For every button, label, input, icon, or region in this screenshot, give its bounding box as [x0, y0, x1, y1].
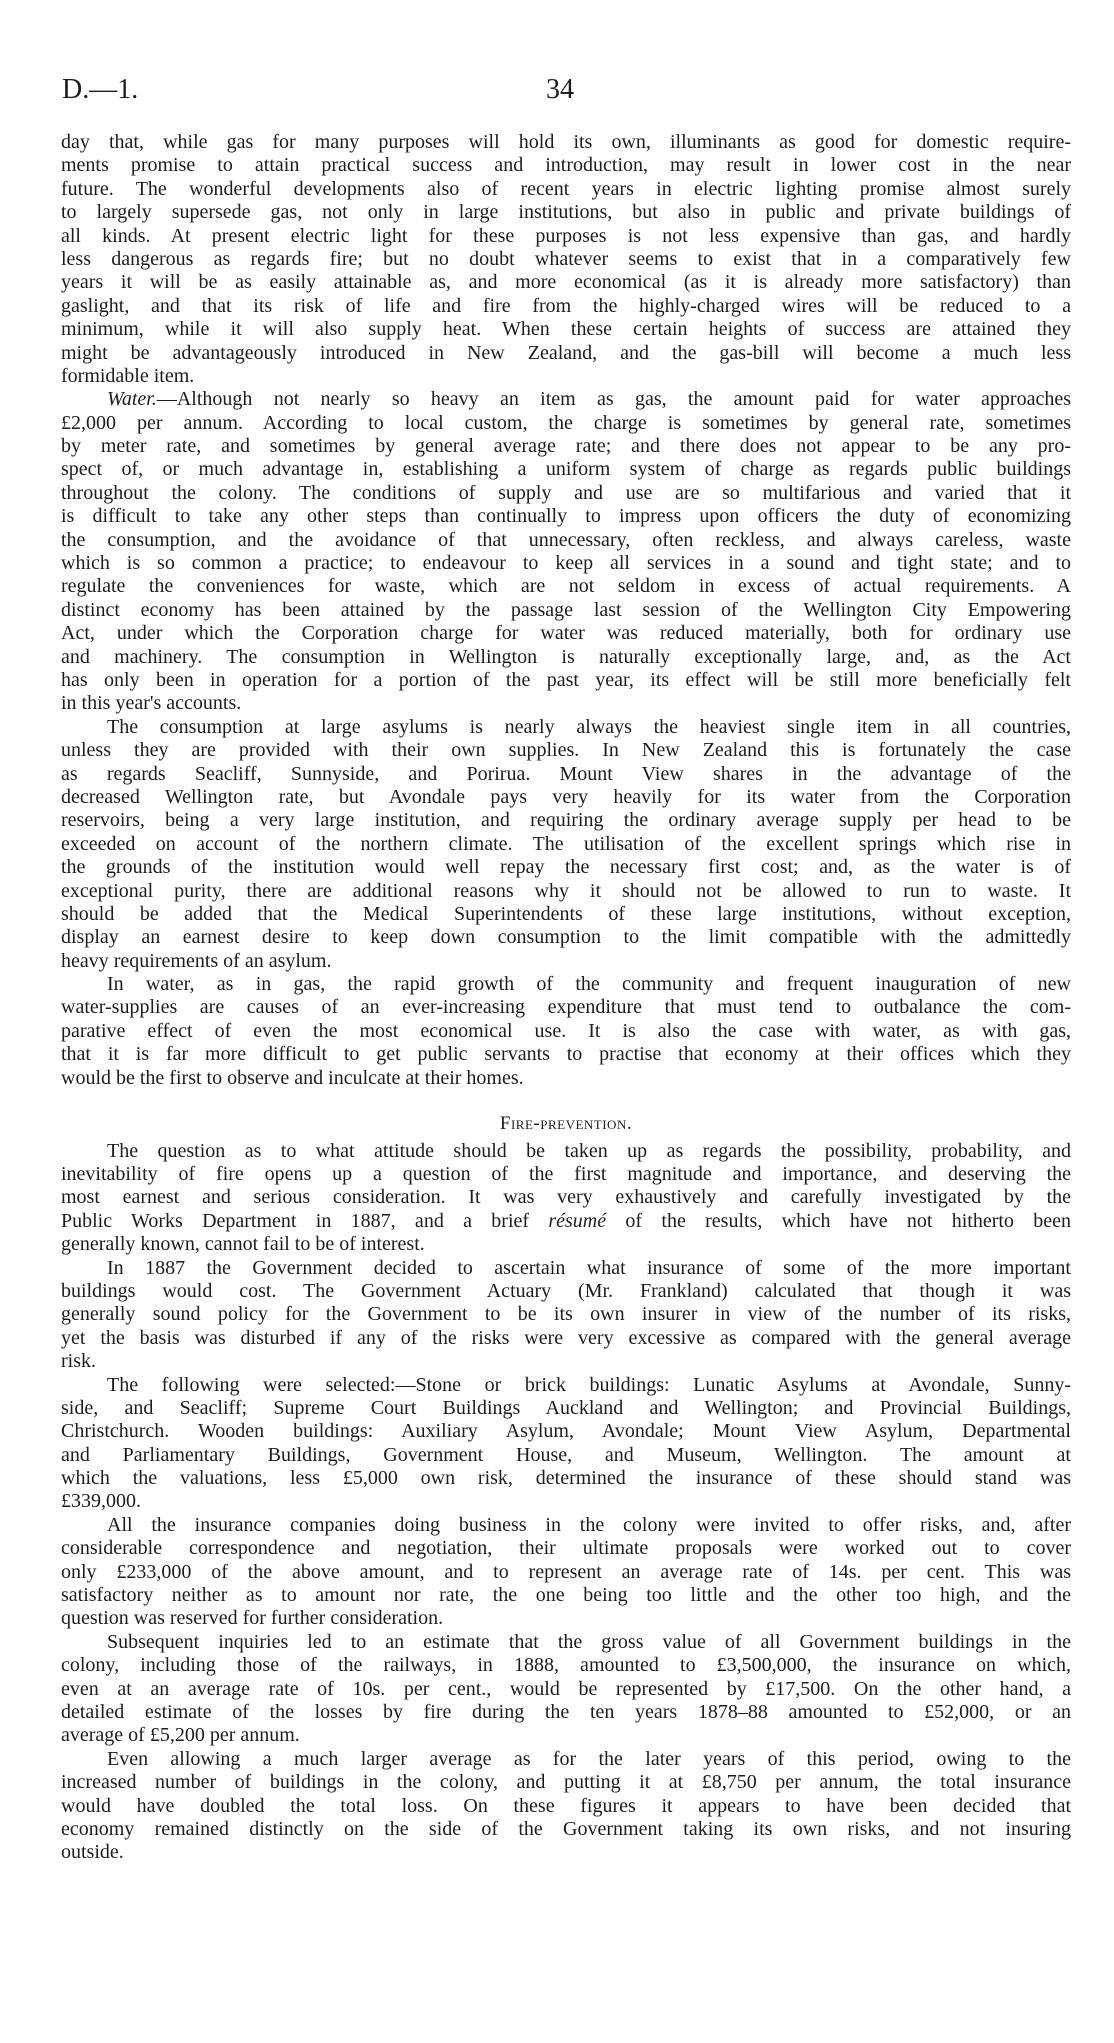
- section-heading: Fire-prevention.: [499, 1113, 633, 1135]
- text-line: Subsequent inquiries led to an estimate that the gross value of all Government buildings in the: [107, 1630, 1071, 1653]
- text-line: £339,000.: [61, 1490, 141, 1513]
- text-line: generally sound policy for the Government to be its own insurer in view of the number of its risks,: [61, 1303, 1071, 1326]
- text-line: reservoirs, being a very large institution, and requiring the ordinary average supply per head to be: [61, 809, 1071, 832]
- text-segment: of the results, which have not hitherto been: [606, 1209, 1071, 1232]
- text-line: less dangerous as regards fire; but no doubt whatever seems to exist that in a comparatively few: [61, 247, 1071, 270]
- text-line: and machinery. The consumption in Wellington is naturally exceptionally large, and, as the Act: [61, 645, 1071, 668]
- text-line: years it will be as easily attainable as, and more economical (as it is already more satisfactory) than: [61, 271, 1071, 294]
- text-line: the consumption, and the avoidance of that unnecessary, often reckless, and always careless, waste: [61, 528, 1071, 551]
- text-line: future. The wonderful developments also of recent years in electric lighting promise almost surely: [61, 177, 1071, 200]
- text-line: even at an average rate of 10s. per cent., would be represented by £17,500. On the other hand, a: [61, 1677, 1071, 1700]
- paragraph: [61, 1631, 1071, 1748]
- paragraph: [61, 1748, 1071, 1865]
- paragraph: [61, 973, 1071, 1090]
- text-line: exceptional purity, there are additional reasons why it should not be allowed to run to waste. It: [61, 879, 1071, 902]
- text-line: exceeded on account of the northern climate. The utilisation of the excellent springs which rise in: [61, 832, 1071, 855]
- text-line: generally known, cannot fail to be of interest.: [61, 1233, 425, 1256]
- paragraph: [61, 716, 1071, 973]
- text-line: which the valuations, less £5,000 own risk, determined the insurance of these should stand was: [61, 1467, 1071, 1490]
- text-line: the grounds of the institution would well repay the necessary first cost; and, as the water is of: [61, 856, 1071, 879]
- text-line: regulate the conveniences for waste, which are not seldom in excess of actual requirements. A: [61, 575, 1071, 598]
- text-line: buildings would cost. The Government Actuary (Mr. Frankland) calculated that though it was: [61, 1279, 1071, 1302]
- text-line: [61, 1210, 1071, 1233]
- document-reference: D.—1.: [62, 74, 139, 105]
- paragraph: [61, 1140, 1071, 1257]
- paragraph: [61, 388, 1071, 715]
- text-line: yet the basis was disturbed if any of the risks were very excessive as compared with the general average: [61, 1326, 1071, 1349]
- text-line: which is so common a practice; to endeavour to keep all services in a sound and tight state; and to: [61, 552, 1071, 575]
- text-line: unless they are provided with their own supplies. In New Zealand this is fortunately the case: [61, 739, 1071, 762]
- text-line: inevitability of fire opens up a question of the first magnitude and importance, and deserving the: [61, 1163, 1071, 1185]
- text-segment: Public Works Department in 1887, and a brief: [61, 1209, 549, 1232]
- text-line: In water, as in gas, the rapid growth of the community and frequent inauguration of new: [107, 973, 1071, 996]
- text-line: All the insurance companies doing business in the colony were invited to offer risks, and, after: [107, 1513, 1071, 1536]
- text-line: by meter rate, and sometimes by general average rate; and there does not appear to be any pro-: [61, 435, 1071, 458]
- text-line: Even allowing a much larger average as for the later years of this period, owing to the: [107, 1747, 1071, 1770]
- paragraph: [61, 1374, 1071, 1514]
- text-line: The consumption at large asylums is nearly always the heaviest single item in all countries,: [107, 715, 1071, 738]
- text-line: all kinds. At present electric light for these purposes is not less expensive than gas, and hardly: [61, 224, 1071, 247]
- page-number: 34: [546, 74, 574, 105]
- italic-text: Water.: [107, 388, 157, 411]
- text-line: Act, under which the Corporation charge for water was reduced materially, both for ordinary use: [61, 622, 1071, 645]
- text-line: In 1887 the Government decided to ascertain what insurance of some of the more important: [107, 1256, 1071, 1279]
- text-line: average of £5,200 per annum.: [61, 1724, 300, 1747]
- text-line: considerable correspondence and negotiation, their ultimate proposals were worked out to cover: [61, 1537, 1071, 1560]
- text-line: economy remained distinctly on the side of the Government taking its own risks, and not insuring: [61, 1817, 1071, 1840]
- text-line: risk.: [61, 1350, 96, 1373]
- section: [61, 131, 1071, 1090]
- text-line: heavy requirements of an asylum.: [61, 949, 332, 972]
- text-line: distinct economy has been attained by the passage last session of the Wellington City Empowering: [61, 598, 1071, 621]
- text-line: and Parliamentary Buildings, Government House, and Museum, Wellington. The amount at: [61, 1443, 1071, 1466]
- text-line: only £233,000 of the above amount, and to represent an average rate of 14s. per cent. This was: [61, 1560, 1071, 1583]
- text-line: is difficult to take any other steps than continually to impress upon officers the duty of economizing: [61, 505, 1071, 528]
- text-line: would be the first to observe and inculcate at their homes.: [61, 1066, 524, 1089]
- text-line: as regards Seacliff, Sunnyside, and Porirua. Mount View shares in the advantage of the: [61, 762, 1071, 785]
- text-line: increased number of buildings in the colony, and putting it at £8,750 per annum, the total insurance: [61, 1771, 1071, 1794]
- text-segment: —Although not nearly so heavy an item as gas, the amount paid for water approaches: [156, 388, 1071, 411]
- text-line: should be added that the Medical Superintendents of these large institutions, without exception,: [61, 902, 1071, 925]
- section: [61, 1090, 1071, 1865]
- text-line: spect of, or much advantage in, establishing a uniform system of charge as regards public buildings: [61, 458, 1071, 481]
- text-line: parative effect of even the most economical use. It is also the case with water, as with gas,: [61, 1019, 1071, 1042]
- text-line: satisfactory neither as to amount nor rate, the one being too little and the other too high, and the: [61, 1584, 1071, 1607]
- text-line: Christchurch. Wooden buildings: Auxiliary Asylum, Avondale; Mount View Asylum, Departmental: [61, 1420, 1071, 1443]
- text-line: side, and Seacliff; Supreme Court Buildings Auckland and Wellington; and Provincial Buildings,: [61, 1396, 1071, 1419]
- text-line: in this year's accounts.: [61, 692, 242, 715]
- text-line: water-supplies are causes of an ever-increasing expenditure that must tend to outbalance the com-: [61, 996, 1071, 1019]
- text-line: The question as to what attitude should be taken up as regards the possibility, probability, and: [107, 1139, 1071, 1162]
- document-body: [61, 131, 1071, 1865]
- text-line: minimum, while it will also supply heat. When these certain heights of success are attained they: [61, 318, 1071, 341]
- text-line: gaslight, and that its risk of life and fire from the highly-charged wires will be reduced to a: [61, 294, 1071, 317]
- text-line: question was reserved for further consideration.: [61, 1607, 444, 1630]
- text-line: throughout the colony. The conditions of supply and use are so multifarious and varied that it: [61, 481, 1071, 504]
- text-line: formidable item.: [61, 364, 195, 387]
- text-line: display an earnest desire to keep down consumption to the limit compatible with the admittedly: [61, 926, 1071, 949]
- text-line: detailed estimate of the losses by fire during the ten years 1878–88 amounted to £52,000, or an: [61, 1700, 1071, 1723]
- italic-text: résumé: [548, 1209, 607, 1232]
- text-line: outside.: [61, 1841, 124, 1864]
- text-line: that it is far more difficult to get public servants to practise that economy at their offices which they: [61, 1043, 1071, 1066]
- text-line: might be advantageously introduced in New Zealand, and the gas-bill will become a much less: [61, 341, 1071, 364]
- text-line: has only been in operation for a portion of the past year, its effect will be still more beneficially felt: [61, 668, 1071, 691]
- text-line: would have doubled the total loss. On these figures it appears to have been decided that: [61, 1794, 1071, 1817]
- text-line: most earnest and serious consideration. It was very exhaustively and carefully investigated by the: [61, 1186, 1071, 1209]
- text-line: The following were selected:—Stone or brick buildings: Lunatic Asylums at Avondale, Sunny-: [107, 1373, 1071, 1396]
- text-line: £2,000 per annum. According to local custom, the charge is sometimes by general rate, sometimes: [61, 411, 1071, 434]
- text-line: to largely supersede gas, not only in large institutions, but also in public and private buildings of: [61, 201, 1071, 224]
- paragraph: [61, 131, 1071, 388]
- text-line: decreased Wellington rate, but Avondale pays very heavily for its water from the Corporation: [61, 785, 1071, 808]
- paragraph: [61, 1514, 1071, 1631]
- text-line: ments promise to attain practical success and introduction, may result in lower cost in the near: [61, 154, 1071, 177]
- text-line: colony, including those of the railways, in 1888, amounted to £3,500,000, the insurance on which,: [61, 1654, 1071, 1677]
- text-line: [61, 388, 1071, 411]
- paragraph: [61, 1257, 1071, 1374]
- text-line: day that, while gas for many purposes will hold its own, illuminants as good for domestic require-: [61, 131, 1071, 153]
